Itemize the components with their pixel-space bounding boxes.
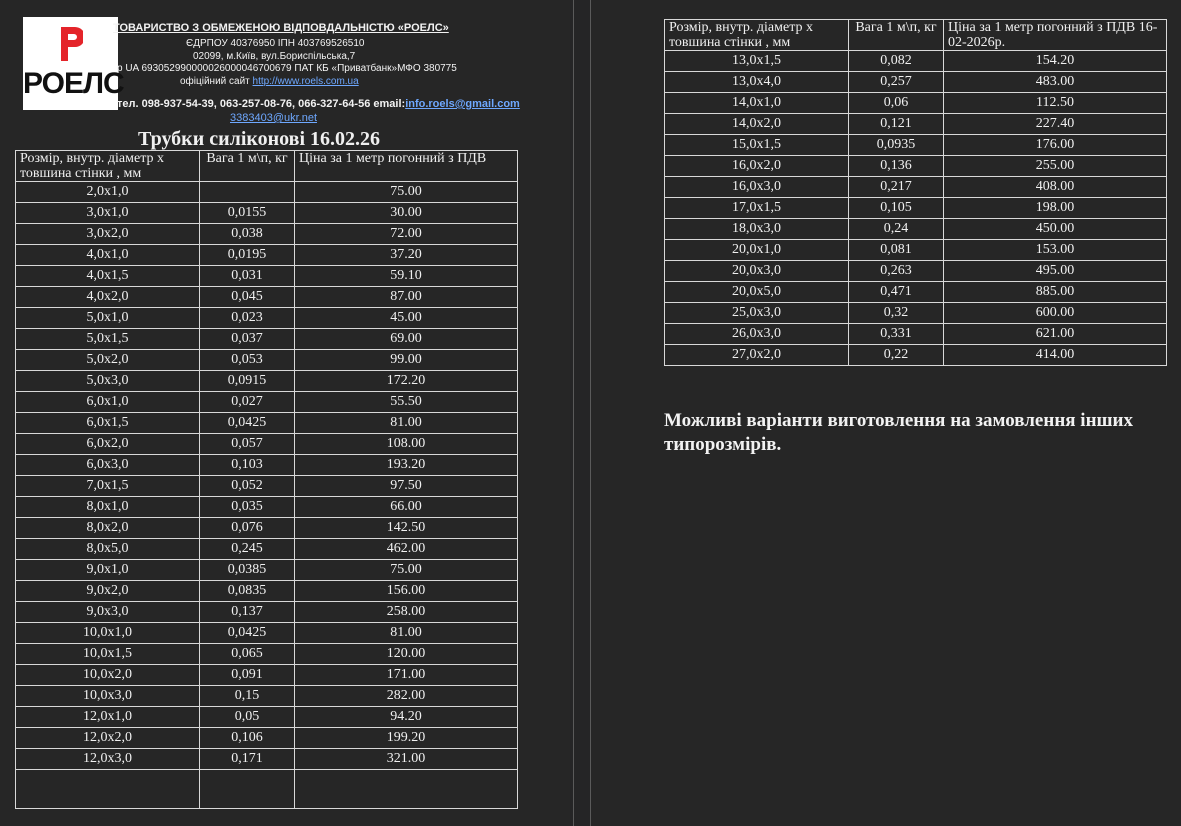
cell-size: 6,0х1,5 <box>16 413 200 434</box>
cell-size: 5,0х2,0 <box>16 350 200 371</box>
cell-weight: 0,121 <box>849 114 944 135</box>
cell-price: 462.00 <box>295 539 518 560</box>
price-table-right <box>664 19 1167 366</box>
cell-size: 4,0х1,0 <box>16 245 200 266</box>
cell-size: 20,0х3,0 <box>665 261 849 282</box>
cell-price: 87.00 <box>295 287 518 308</box>
cell-price: 142.50 <box>295 518 518 539</box>
company-codes: ЄДРПОУ 40376950 ІПН 403769526510 <box>186 38 365 49</box>
cell-price: 600.00 <box>944 303 1167 324</box>
cell-size: 6,0х1,0 <box>16 392 200 413</box>
company-name: ТОВАРИСТВО З ОБМЕЖЕНОЮ ВІДПОВДАЛЬНІСТЮ «РОЕЛС» <box>113 22 449 34</box>
cell-size: 10,0х2,0 <box>16 665 200 686</box>
table-row <box>665 198 1167 219</box>
cell-size: 3,0х2,0 <box>16 224 200 245</box>
cell-weight: 0,257 <box>849 72 944 93</box>
table-row <box>665 303 1167 324</box>
cell-size: 13,0х4,0 <box>665 72 849 93</box>
cell-size: 5,0х1,5 <box>16 329 200 350</box>
table-row <box>16 350 518 371</box>
cell-weight: 0,065 <box>200 644 295 665</box>
cell-size: 13,0х1,5 <box>665 51 849 72</box>
cell-weight: 0,106 <box>200 728 295 749</box>
table-row <box>665 135 1167 156</box>
cell-weight: 0,023 <box>200 308 295 329</box>
table-row <box>16 182 518 203</box>
cell-size: 16,0х2,0 <box>665 156 849 177</box>
cell-size: 12,0х1,0 <box>16 707 200 728</box>
cell-price: 72.00 <box>295 224 518 245</box>
cell-weight: 0,06 <box>849 93 944 114</box>
table-row <box>16 644 518 665</box>
cell-size: 4,0х2,0 <box>16 287 200 308</box>
column-header-size: Розмір, внутр. діаметр х товшина стінки , мм <box>16 151 200 182</box>
table-row <box>16 539 518 560</box>
table-row <box>665 324 1167 345</box>
cell-weight: 0,103 <box>200 455 295 476</box>
cell-size: 9,0х2,0 <box>16 581 200 602</box>
table-row <box>16 392 518 413</box>
cell-size: 4,0х1,5 <box>16 266 200 287</box>
cell-price: 258.00 <box>295 602 518 623</box>
cell-size: 9,0х1,0 <box>16 560 200 581</box>
cell-weight: 0,22 <box>849 345 944 366</box>
cell-empty <box>295 770 518 809</box>
cell-weight: 0,24 <box>849 219 944 240</box>
column-header-weight: Вага 1 м\п, кг <box>200 151 295 182</box>
cell-price: 153.00 <box>944 240 1167 261</box>
email-link-2[interactable]: 3383403@ukr.net <box>230 112 318 124</box>
cell-price: 321.00 <box>295 749 518 770</box>
cell-weight: 0,037 <box>200 329 295 350</box>
company-logo <box>23 17 124 110</box>
cell-price: 154.20 <box>944 51 1167 72</box>
phones-label: тел. 098-937-54-39, 063-257-08-76, 066-327-64-56 email: <box>117 98 406 110</box>
cell-price: 97.50 <box>295 476 518 497</box>
table-row <box>665 156 1167 177</box>
cell-size: 14,0х2,0 <box>665 114 849 135</box>
cell-price: 483.00 <box>944 72 1167 93</box>
table-row <box>16 245 518 266</box>
custom-order-note: Можливі варіанти виготовлення на замовлення інших типорозмірів. <box>664 410 1134 455</box>
cell-price: 198.00 <box>944 198 1167 219</box>
cell-price: 172.20 <box>295 371 518 392</box>
document-title: Трубки силіконові 16.02.26 <box>138 128 381 150</box>
cell-size: 10,0х1,5 <box>16 644 200 665</box>
cell-weight: 0,0425 <box>200 623 295 644</box>
cell-weight: 0,091 <box>200 665 295 686</box>
table-row <box>16 308 518 329</box>
cell-weight: 0,031 <box>200 266 295 287</box>
cell-size: 14,0х1,0 <box>665 93 849 114</box>
column-header-price: Ціна за 1 метр погонний з ПДВ 16-02-2026р. <box>944 20 1167 51</box>
table-row <box>16 434 518 455</box>
cell-weight: 0,0195 <box>200 245 295 266</box>
table-row <box>16 476 518 497</box>
cell-size: 26,0х3,0 <box>665 324 849 345</box>
cell-price: 108.00 <box>295 434 518 455</box>
cell-price: 282.00 <box>295 686 518 707</box>
cell-weight: 0,081 <box>849 240 944 261</box>
cell-price: 45.00 <box>295 308 518 329</box>
cell-weight: 0,0835 <box>200 581 295 602</box>
email-link-1[interactable]: info.roels@gmail.com <box>405 98 520 110</box>
table-row <box>665 240 1167 261</box>
cell-size: 8,0х2,0 <box>16 518 200 539</box>
cell-size: 2,0х1,0 <box>16 182 200 203</box>
company-bank-details: р UA 693052990000026000046700679 ПАТ КБ «Приватбанк»МФО 380775 <box>117 63 457 74</box>
site-link[interactable]: http://www.roels.com.ua <box>252 76 359 87</box>
cell-size: 10,0х3,0 <box>16 686 200 707</box>
cell-price: 59.10 <box>295 266 518 287</box>
table-row <box>665 93 1167 114</box>
cell-weight: 0,076 <box>200 518 295 539</box>
company-email-2 <box>230 112 317 124</box>
table-row <box>16 287 518 308</box>
cell-price: 37.20 <box>295 245 518 266</box>
cell-size: 5,0х3,0 <box>16 371 200 392</box>
table-row <box>16 707 518 728</box>
cell-size: 12,0х2,0 <box>16 728 200 749</box>
cell-weight: 0,263 <box>849 261 944 282</box>
cell-price: 81.00 <box>295 413 518 434</box>
table-row <box>665 282 1167 303</box>
table-row <box>16 686 518 707</box>
cell-weight: 0,052 <box>200 476 295 497</box>
cell-weight: 0,038 <box>200 224 295 245</box>
cell-empty <box>16 770 200 809</box>
site-label: офіційний сайт <box>180 76 250 87</box>
table-row <box>16 371 518 392</box>
cell-weight: 0,15 <box>200 686 295 707</box>
company-phones <box>117 98 520 110</box>
cell-price: 120.00 <box>295 644 518 665</box>
cell-weight: 0,035 <box>200 497 295 518</box>
cell-size: 6,0х2,0 <box>16 434 200 455</box>
table-row <box>16 224 518 245</box>
table-row <box>665 51 1167 72</box>
cell-size: 9,0х3,0 <box>16 602 200 623</box>
cell-price: 69.00 <box>295 329 518 350</box>
cell-weight: 0,0425 <box>200 413 295 434</box>
page-divider <box>573 0 574 826</box>
cell-weight: 0,0935 <box>849 135 944 156</box>
cell-size: 12,0х3,0 <box>16 749 200 770</box>
cell-weight: 0,217 <box>849 177 944 198</box>
cell-weight: 0,045 <box>200 287 295 308</box>
cell-weight: 0,027 <box>200 392 295 413</box>
cell-size: 7,0х1,5 <box>16 476 200 497</box>
table-row <box>16 455 518 476</box>
table-row <box>16 266 518 287</box>
cell-price: 176.00 <box>944 135 1167 156</box>
table-row <box>16 518 518 539</box>
table-row <box>16 749 518 770</box>
cell-price: 414.00 <box>944 345 1167 366</box>
cell-weight: 0,245 <box>200 539 295 560</box>
cell-price: 199.20 <box>295 728 518 749</box>
cell-price: 30.00 <box>295 203 518 224</box>
cell-weight: 0,171 <box>200 749 295 770</box>
logo-mark-icon <box>59 25 83 63</box>
column-header-weight: Вага 1 м\п, кг <box>849 20 944 51</box>
cell-size: 20,0х1,0 <box>665 240 849 261</box>
cell-size: 17,0х1,5 <box>665 198 849 219</box>
cell-price: 75.00 <box>295 182 518 203</box>
cell-price: 495.00 <box>944 261 1167 282</box>
table-row <box>16 329 518 350</box>
cell-price: 408.00 <box>944 177 1167 198</box>
cell-price: 450.00 <box>944 219 1167 240</box>
cell-price: 255.00 <box>944 156 1167 177</box>
table-row <box>16 203 518 224</box>
cell-size: 18,0х3,0 <box>665 219 849 240</box>
cell-size: 27,0х2,0 <box>665 345 849 366</box>
column-header-price: Ціна за 1 метр погонний з ПДВ <box>295 151 518 182</box>
cell-price: 621.00 <box>944 324 1167 345</box>
cell-size: 25,0х3,0 <box>665 303 849 324</box>
table-row <box>16 497 518 518</box>
cell-weight: 0,0915 <box>200 371 295 392</box>
cell-weight: 0,0155 <box>200 203 295 224</box>
cell-weight: 0,331 <box>849 324 944 345</box>
cell-weight: 0,057 <box>200 434 295 455</box>
cell-price: 99.00 <box>295 350 518 371</box>
cell-size: 15,0х1,5 <box>665 135 849 156</box>
cell-size: 10,0х1,0 <box>16 623 200 644</box>
table-row <box>665 261 1167 282</box>
company-address: 02099, м.Київ, вул.Бориспільська,7 <box>193 51 356 62</box>
price-table-left <box>15 150 518 809</box>
cell-size: 3,0х1,0 <box>16 203 200 224</box>
cell-price: 94.20 <box>295 707 518 728</box>
cell-size: 16,0х3,0 <box>665 177 849 198</box>
cell-weight: 0,32 <box>849 303 944 324</box>
table-row <box>16 413 518 434</box>
table-row <box>16 728 518 749</box>
cell-weight: 0,05 <box>200 707 295 728</box>
cell-weight: 0,136 <box>849 156 944 177</box>
cell-price: 66.00 <box>295 497 518 518</box>
table-row <box>16 623 518 644</box>
column-header-size: Розмір, внутр. діаметр х товшина стінки , мм <box>665 20 849 51</box>
cell-price: 171.00 <box>295 665 518 686</box>
table-row <box>665 177 1167 198</box>
table-row <box>16 581 518 602</box>
table-row <box>16 560 518 581</box>
table-row <box>665 114 1167 135</box>
cell-price: 75.00 <box>295 560 518 581</box>
page-divider <box>590 0 591 826</box>
cell-empty <box>200 770 295 809</box>
cell-weight: 0,105 <box>849 198 944 219</box>
table-row <box>665 345 1167 366</box>
logo-text: РОЕЛС <box>23 67 124 100</box>
cell-price: 112.50 <box>944 93 1167 114</box>
cell-weight <box>200 182 295 203</box>
cell-size: 5,0х1,0 <box>16 308 200 329</box>
table-row <box>16 602 518 623</box>
table-row-empty <box>16 770 518 809</box>
cell-weight: 0,082 <box>849 51 944 72</box>
cell-price: 156.00 <box>295 581 518 602</box>
cell-weight: 0,053 <box>200 350 295 371</box>
cell-weight: 0,471 <box>849 282 944 303</box>
company-site <box>180 76 359 87</box>
cell-weight: 0,137 <box>200 602 295 623</box>
cell-price: 81.00 <box>295 623 518 644</box>
cell-price: 227.40 <box>944 114 1167 135</box>
table-row <box>16 665 518 686</box>
cell-price: 193.20 <box>295 455 518 476</box>
cell-size: 8,0х5,0 <box>16 539 200 560</box>
cell-size: 6,0х3,0 <box>16 455 200 476</box>
cell-weight: 0,0385 <box>200 560 295 581</box>
cell-price: 885.00 <box>944 282 1167 303</box>
table-row <box>665 219 1167 240</box>
cell-price: 55.50 <box>295 392 518 413</box>
table-row <box>665 72 1167 93</box>
cell-size: 20,0х5,0 <box>665 282 849 303</box>
cell-size: 8,0х1,0 <box>16 497 200 518</box>
